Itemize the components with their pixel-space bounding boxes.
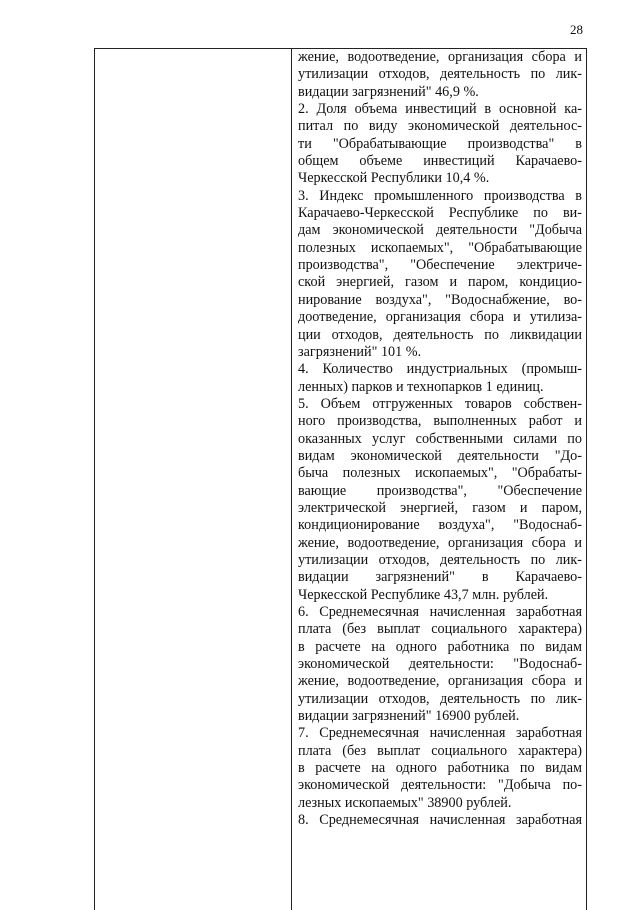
text-line: 5. Объем отгруженных товаров собствен- [298,395,582,412]
text-line: дам экономической деятельности "Добыча [298,222,582,239]
text-line: производства", "Обеспечение электриче- [298,257,582,274]
text-line: нирование воздуха", "Водоснабжение, во- [298,291,582,308]
text-line: загрязнений" 101 %. [298,343,422,360]
indicator-item [298,49,582,101]
text-line: видации загрязнений" в Карачаево- [298,569,582,586]
text-line: Карачаево-Черкесской Республике по ви- [298,205,582,222]
text-line: утилизации отходов, деятельность по лик- [298,690,582,707]
text-line: ской энергией, газом и паром, кондицио- [298,274,582,291]
text-line: общем объеме инвестиций Карачаево- [298,153,582,170]
text-line: в расчете на одного работника по видам [298,760,582,777]
text-line: жение, водоотведение, организация сбора и [298,534,582,551]
text-line: 7. Среднемесячная начисленная заработная [298,725,582,742]
text-line: 2. Доля объема инвестиций в основной ка- [298,101,582,118]
text-line: ного производства, выполненных работ и [298,413,582,430]
text-line: утилизации отходов, деятельность по лик- [298,66,582,83]
text-line: в расчете на одного работника по видам [298,638,582,655]
indicator-item [298,725,582,812]
text-line: кондиционирование воздуха", "Водоснаб- [298,517,582,534]
text-line: видации загрязнений" 46,9 %. [298,83,479,100]
table-right-column [292,49,586,910]
indicator-item [298,604,582,725]
text-line: Черкесской Республике 43,7 млн. рублей. [298,586,549,603]
text-line: видации загрязнений" 16900 рублей. [298,708,520,725]
text-line: оказанных услуг собственными силами по [298,430,582,447]
indicator-item [298,101,582,188]
text-line: вающие производства", "Обеспечение [298,482,582,499]
text-line: жение, водоотведение, организация сбора и [298,673,582,690]
text-line: 3. Индекс промышленного производства в [298,187,582,204]
text-line: доотведение, организация сбора и утилиза- [298,309,582,326]
text-line: ции отходов, деятельность по ликвидации [298,326,582,343]
text-line: полезных ископаемых", "Обрабатывающие [298,239,582,256]
text-line: плата (без выплат социального характера) [298,742,582,759]
text-line: экономической деятельности: "Добыча по- [298,777,582,794]
text-line: жение, водоотведение, организация сбора и [298,49,582,65]
text-line: быча полезных ископаемых", "Обрабаты- [298,465,582,482]
document-table [94,48,587,910]
text-line: питал по виду экономической деятельнос- [298,118,582,135]
table-left-column [95,49,292,910]
text-line: ти "Обрабатывающие производства" в [298,135,582,152]
text-line: Черкесской Республики 10,4 %. [298,170,490,187]
text-line: ленных) парков и технопарков 1 единиц. [298,378,544,395]
text-line: утилизации отходов, деятельность по лик- [298,551,582,568]
text-line: 6. Среднемесячная начисленная заработная [298,604,582,620]
text-line: 4. Количество индустриальных (промыш- [298,361,582,378]
indicator-item [298,188,582,361]
indicator-item [298,396,582,604]
indicator-item [298,812,582,829]
text-line: лезных ископаемых" 38900 рублей. [298,794,512,811]
text-line: электрической энергией, газом и паром, [298,499,582,516]
text-line: 8. Среднемесячная начисленная заработная [298,812,582,829]
indicator-item [298,361,582,396]
text-line: экономической деятельности: "Водоснаб- [298,656,582,673]
page-number: 28 [570,22,583,37]
text-line: видам экономической деятельности "До- [298,447,582,464]
text-line: плата (без выплат социального характера) [298,621,582,638]
